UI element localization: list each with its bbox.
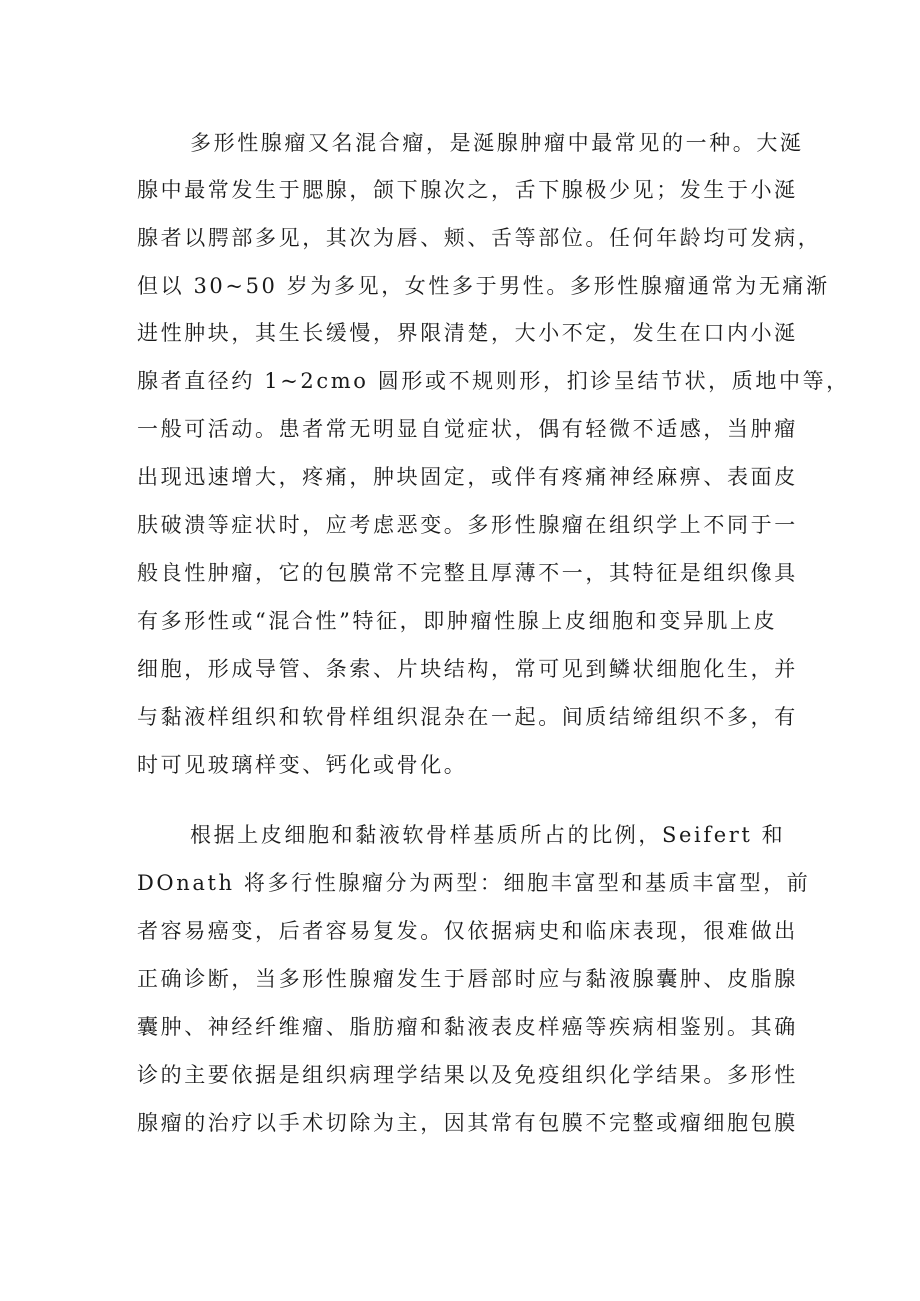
paragraph-2-line-7: 腺瘤的治疗以手术切除为主，因其常有包膜不完整或瘤细胞包膜 <box>137 1111 798 1135</box>
paragraph-1-line-8: 出现迅速增大，疼痛，肿块固定，或伴有疼痛神经麻痹、表面皮 <box>137 465 798 489</box>
paragraph-2-line-4: 正确诊断，当多形性腺瘤发生于唇部时应与黏液腺囊肿、皮脂腺 <box>137 967 798 991</box>
paragraph-1-line-11: 有多形性或“混合性”特征，即肿瘤性腺上皮细胞和变异肌上皮 <box>137 609 778 633</box>
paragraph-1-line-7: 一般可活动。患者常无明显自觉症状，偶有轻微不适感，当肿瘤 <box>137 417 798 441</box>
paragraph-2-line-6: 诊的主要依据是组织病理学结果以及免疫组织化学结果。多形性 <box>137 1063 798 1087</box>
paragraph-1-line-6: 腺者直径约 1~2cmo 圆形或不规则形，扪诊呈结节状，质地中等， <box>137 369 850 393</box>
paragraph-1-line-9: 肤破溃等症状时，应考虑恶变。多形性腺瘤在组织学上不同于一 <box>137 513 798 537</box>
paragraph-2-line-3: 者容易癌变，后者容易复发。仅依据病史和临床表现，很难做出 <box>137 919 798 943</box>
paragraph-2-line-1: 根据上皮细胞和黏液软骨样基质所占的比例，Seifert 和 <box>190 823 786 847</box>
paragraph-2-line-2: DOnath 将多行性腺瘤分为两型：细胞丰富型和基质丰富型，前 <box>137 871 811 895</box>
paragraph-2-line-5: 囊肿、神经纤维瘤、脂肪瘤和黏液表皮样癌等疾病相鉴别。其确 <box>137 1015 798 1039</box>
paragraph-1-line-1: 多形性腺瘤又名混合瘤，是涎腺肿瘤中最常见的一种。大涎 <box>190 131 804 155</box>
paragraph-1-line-4: 但以 30~50 岁为多见，女性多于男性。多形性腺瘤通常为无痛渐 <box>137 274 830 298</box>
paragraph-1-line-3: 腺者以腭部多见，其次为唇、颊、舌等部位。任何年龄均可发病， <box>137 226 822 250</box>
paragraph-1-line-2: 腺中最常发生于腮腺，颌下腺次之，舌下腺极少见；发生于小涎 <box>137 178 798 202</box>
paragraph-1-line-14: 时可见玻璃样变、钙化或骨化。 <box>137 753 468 777</box>
paragraph-1-line-12: 细胞，形成导管、条索、片块结构，常可见到鳞状细胞化生，并 <box>137 657 798 681</box>
paragraph-1-line-10: 般良性肿瘤，它的包膜常不完整且厚薄不一，其特征是组织像具 <box>137 561 798 585</box>
paragraph-1-line-5: 进性肿块，其生长缓慢，界限清楚，大小不定，发生在口内小涎 <box>137 321 798 345</box>
paragraph-1-line-13: 与黏液样组织和软骨样组织混杂在一起。间质结缔组织不多，有 <box>137 705 798 729</box>
